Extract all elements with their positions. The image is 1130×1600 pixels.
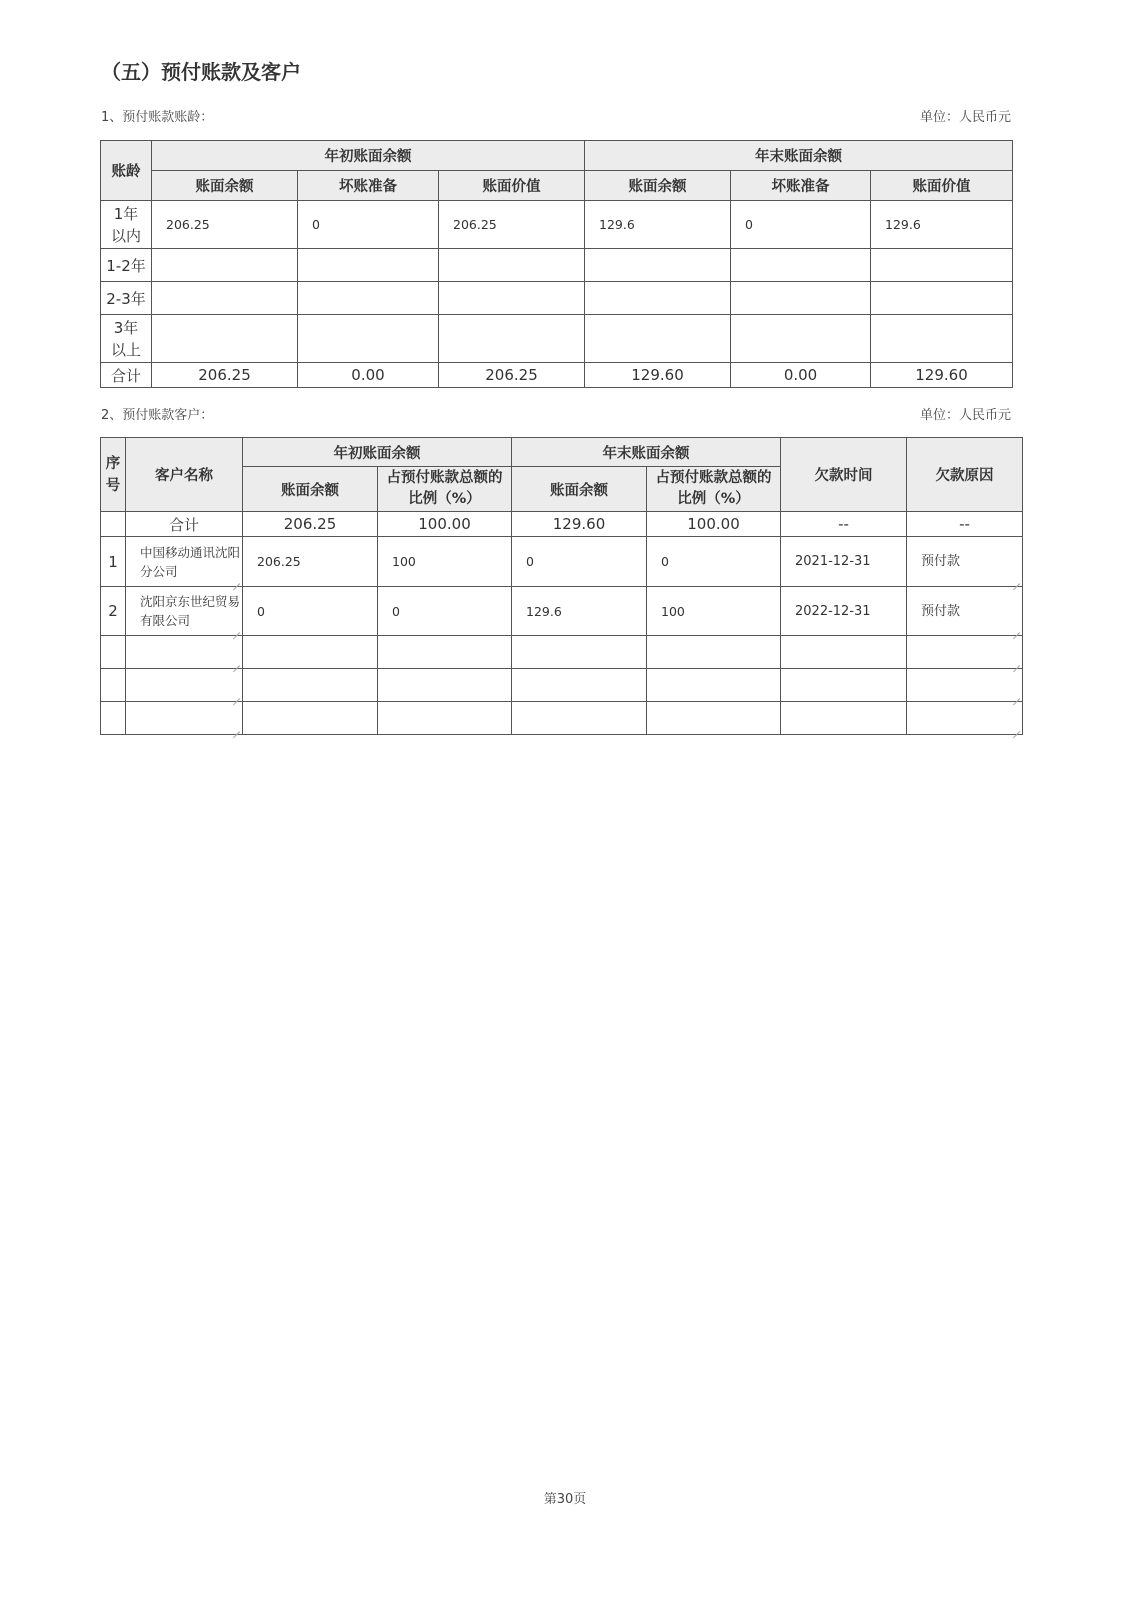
cell[interactable] bbox=[871, 315, 1013, 363]
empty-cell bbox=[101, 512, 126, 537]
total-cell: 129.60 bbox=[871, 363, 1013, 388]
age-label: 2-3年 bbox=[101, 282, 152, 315]
date-cell[interactable]: 2021-12-31 bbox=[781, 537, 907, 587]
cell[interactable] bbox=[439, 249, 585, 282]
header-begin-balance: 年初账面余额 bbox=[243, 438, 512, 467]
reason-field[interactable] bbox=[907, 669, 1023, 702]
cell[interactable]: 206.25 bbox=[243, 537, 378, 587]
resize-handle-icon[interactable] bbox=[232, 691, 240, 699]
customer-name-field[interactable] bbox=[126, 587, 243, 636]
resize-handle-icon[interactable] bbox=[1012, 691, 1020, 699]
cell[interactable]: 0 bbox=[512, 537, 647, 587]
date-cell[interactable] bbox=[781, 669, 907, 702]
header-col: 账面价值 bbox=[439, 171, 585, 201]
header-col: 账面价值 bbox=[871, 171, 1013, 201]
table-row bbox=[101, 315, 1013, 363]
section1-label: 1、预付账款账龄： bbox=[101, 110, 214, 125]
cell[interactable] bbox=[298, 282, 439, 315]
header-debt-time: 欠款时间 bbox=[781, 438, 907, 512]
section2-label: 2、预付账款客户： bbox=[101, 408, 214, 423]
cell[interactable] bbox=[731, 315, 871, 363]
header-begin-balance: 年初账面余额 bbox=[152, 141, 585, 171]
resize-handle-icon[interactable] bbox=[232, 625, 240, 633]
cell[interactable]: 100 bbox=[378, 537, 512, 587]
cell[interactable] bbox=[647, 636, 781, 669]
date-cell[interactable] bbox=[781, 636, 907, 669]
cell[interactable] bbox=[585, 249, 731, 282]
row-number: 2 bbox=[101, 587, 126, 636]
reason-text: 预付款 bbox=[921, 554, 961, 569]
header-col: 账面余额 bbox=[585, 171, 731, 201]
customer-name: 中国移动通讯沈阳分公司 bbox=[140, 544, 241, 579]
cell[interactable] bbox=[152, 315, 298, 363]
cell[interactable]: 0 bbox=[298, 201, 439, 249]
row-number: 1 bbox=[101, 537, 126, 587]
resize-handle-icon[interactable] bbox=[1012, 724, 1020, 732]
customer-name-field[interactable] bbox=[126, 669, 243, 702]
total-cell: 206.25 bbox=[152, 363, 298, 388]
cell[interactable] bbox=[378, 702, 512, 735]
header-ratio: 占预付账款总额的比例（%） bbox=[647, 467, 781, 512]
row-number bbox=[101, 702, 126, 735]
total-cell: 129.60 bbox=[585, 363, 731, 388]
reason-text: 预付款 bbox=[921, 603, 961, 619]
resize-handle-icon[interactable] bbox=[232, 724, 240, 732]
cell[interactable] bbox=[243, 669, 378, 702]
cell[interactable] bbox=[298, 249, 439, 282]
cell[interactable] bbox=[439, 315, 585, 363]
header-customer-name: 客户名称 bbox=[126, 438, 243, 512]
cell[interactable]: 129.6 bbox=[585, 201, 731, 249]
reason-field[interactable] bbox=[907, 702, 1023, 735]
total-cell: 100.00 bbox=[647, 512, 781, 537]
cell[interactable]: 129.6 bbox=[871, 201, 1013, 249]
cell[interactable]: 0 bbox=[647, 537, 781, 587]
customer-name-field[interactable] bbox=[126, 702, 243, 735]
cell[interactable]: 206.25 bbox=[152, 201, 298, 249]
total-cell: 0.00 bbox=[298, 363, 439, 388]
table-row bbox=[101, 636, 1023, 669]
total-cell: 100.00 bbox=[378, 512, 512, 537]
total-cell: 206.25 bbox=[439, 363, 585, 388]
cell[interactable] bbox=[871, 282, 1013, 315]
table-row bbox=[101, 201, 1013, 249]
header-balance: 账面余额 bbox=[243, 467, 378, 512]
total-cell: 0.00 bbox=[731, 363, 871, 388]
section1-unit: 单位：人民币元 bbox=[919, 110, 1011, 125]
header-debt-reason: 欠款原因 bbox=[907, 438, 1023, 512]
table-row bbox=[101, 282, 1013, 315]
resize-handle-icon[interactable] bbox=[232, 658, 240, 666]
cell[interactable] bbox=[731, 282, 871, 315]
aging-table bbox=[100, 140, 1013, 388]
header-col: 坏账准备 bbox=[298, 171, 439, 201]
cell[interactable] bbox=[512, 636, 647, 669]
age-label: 3年以上 bbox=[101, 315, 152, 363]
table-row bbox=[101, 669, 1023, 702]
total-row bbox=[101, 363, 1013, 388]
table-row bbox=[101, 587, 1023, 636]
page-number: 第30页 bbox=[543, 1492, 587, 1507]
header-no: 序号 bbox=[101, 438, 126, 512]
cell[interactable] bbox=[152, 249, 298, 282]
cell[interactable] bbox=[731, 249, 871, 282]
header-ratio: 占预付账款总额的比例（%） bbox=[378, 467, 512, 512]
header-col: 坏账准备 bbox=[731, 171, 871, 201]
age-label: 1年以内 bbox=[101, 201, 152, 249]
cell[interactable] bbox=[585, 282, 731, 315]
cell[interactable]: 206.25 bbox=[439, 201, 585, 249]
cell[interactable] bbox=[378, 669, 512, 702]
cell[interactable] bbox=[378, 636, 512, 669]
total-label: 合计 bbox=[126, 512, 243, 537]
cell[interactable] bbox=[585, 315, 731, 363]
cell[interactable]: 0 bbox=[243, 587, 378, 636]
customer-name-field[interactable] bbox=[126, 636, 243, 669]
total-row bbox=[101, 512, 1023, 537]
reason-field[interactable] bbox=[907, 587, 1023, 636]
table-row bbox=[101, 249, 1013, 282]
age-label: 1-2年 bbox=[101, 249, 152, 282]
cell[interactable]: 0 bbox=[378, 587, 512, 636]
customer-table bbox=[100, 437, 1023, 735]
cell[interactable] bbox=[243, 702, 378, 735]
header-col: 账面余额 bbox=[152, 171, 298, 201]
cell[interactable]: 100 bbox=[647, 587, 781, 636]
cell[interactable] bbox=[439, 282, 585, 315]
row-number bbox=[101, 669, 126, 702]
cell[interactable] bbox=[298, 315, 439, 363]
header-balance: 账面余额 bbox=[512, 467, 647, 512]
cell[interactable] bbox=[243, 636, 378, 669]
header-end-balance: 年末账面余额 bbox=[512, 438, 781, 467]
row-number bbox=[101, 636, 126, 669]
resize-handle-icon[interactable] bbox=[1012, 658, 1020, 666]
total-cell: 206.25 bbox=[243, 512, 378, 537]
customer-name: 沈阳京东世纪贸易有限公司 bbox=[140, 594, 241, 628]
total-cell: -- bbox=[907, 512, 1023, 537]
resize-handle-icon[interactable] bbox=[1012, 576, 1020, 584]
customer-name-field[interactable] bbox=[126, 537, 243, 587]
total-cell: -- bbox=[781, 512, 907, 537]
cell[interactable] bbox=[871, 249, 1013, 282]
table-row bbox=[101, 702, 1023, 735]
header-age: 账龄 bbox=[101, 141, 152, 201]
resize-handle-icon[interactable] bbox=[1012, 625, 1020, 633]
total-label: 合计 bbox=[101, 363, 152, 388]
table-row bbox=[101, 537, 1023, 587]
cell[interactable] bbox=[647, 702, 781, 735]
cell[interactable]: 0 bbox=[731, 201, 871, 249]
header-end-balance: 年末账面余额 bbox=[585, 141, 1013, 171]
reason-field[interactable] bbox=[907, 636, 1023, 669]
date-cell[interactable]: 2022-12-31 bbox=[781, 587, 907, 636]
cell[interactable] bbox=[152, 282, 298, 315]
resize-handle-icon[interactable] bbox=[232, 576, 240, 584]
reason-field[interactable] bbox=[907, 537, 1023, 587]
cell[interactable]: 129.6 bbox=[512, 587, 647, 636]
cell[interactable] bbox=[512, 702, 647, 735]
cell[interactable] bbox=[512, 669, 647, 702]
page-title: （五）预付账款及客户 bbox=[101, 60, 301, 84]
section2-unit: 单位：人民币元 bbox=[919, 408, 1011, 423]
date-cell[interactable] bbox=[781, 702, 907, 735]
total-cell: 129.60 bbox=[512, 512, 647, 537]
cell[interactable] bbox=[647, 669, 781, 702]
